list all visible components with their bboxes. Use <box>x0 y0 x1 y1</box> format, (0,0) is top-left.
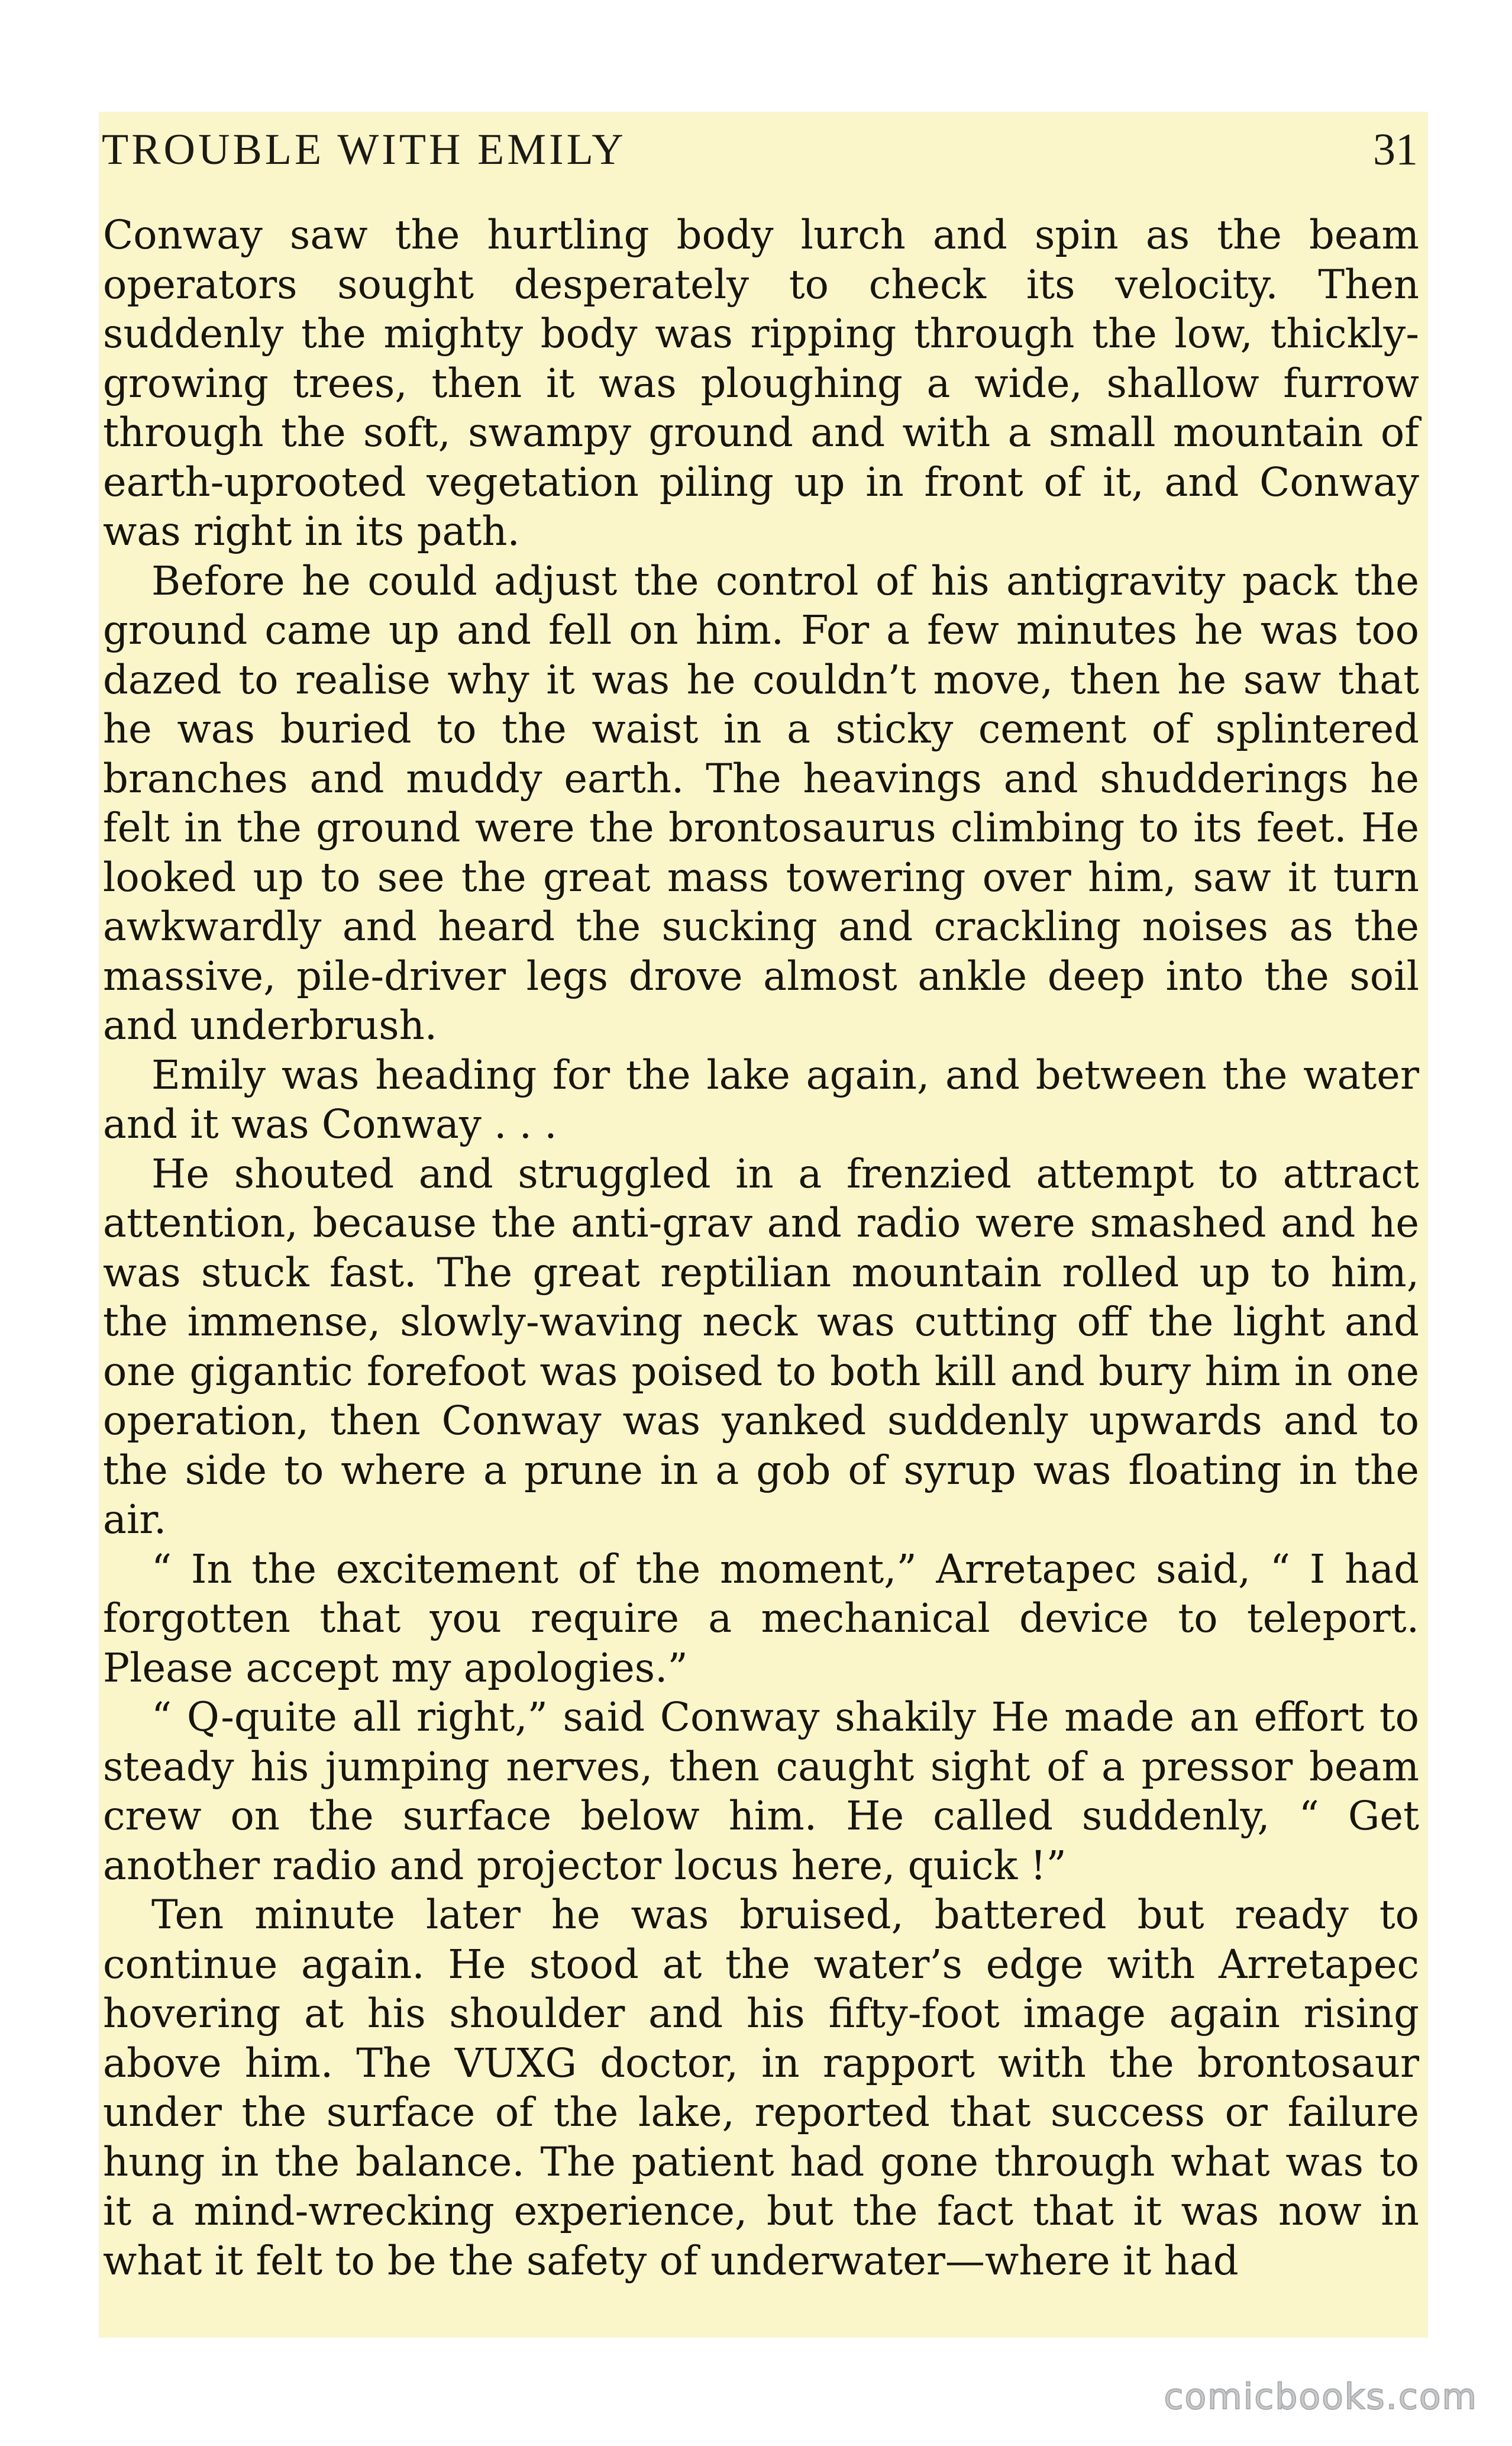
book-page <box>99 112 1427 2337</box>
page-header <box>99 117 1427 182</box>
paragraph: Ten minute later he was bruised, battered but ready to continue again. He stood at the water’s edge with Arretapec hovering at his shoulder and his fifty-foot image again rising above him. The VUXG doctor, in rapport with the brontosaur under the surface of the lake, reported that success or failure hung in the balance. The patient had gone through what was to it a mind-wrecking experience, but the fact that it was now in what it felt to be the safety of underwater—where it had <box>103 1892 1419 2284</box>
paragraph: He shouted and struggled in a frenzied attempt to attract attention, because the anti-grav and radio were smashed and he was stuck fast. The great reptilian mountain rolled up to him, the immense, slowly-waving neck was cutting off the light and one gigantic forefoot was poised to both kill and bury him in one operation, then Conway was yanked suddenly upwards and to the side to where a prune in a gob of syrup was floating in the air. <box>103 1150 1419 1543</box>
site-watermark: comicbooks.com <box>1164 2376 1478 2418</box>
page-number: 31 <box>1373 124 1418 175</box>
body-text <box>103 211 1419 2286</box>
paragraph: Emily was heading for the lake again, and between the water and it was Conway . . . <box>103 1051 1419 1147</box>
paragraph: “ In the excitement of the moment,” Arretapec said, “ I had forgotten that you require a mechanical device to teleport. Please accept my apologies.” <box>103 1545 1419 1691</box>
running-title: TROUBLE WITH EMILY <box>102 125 626 174</box>
paragraph: Conway saw the hurtling body lurch and spin as the beam operators sought desperately to check its velocity. Then suddenly the mighty body was ripping through the low, thickly-growing trees, then it was ploughing a wide, shallow furrow through the soft, swampy ground and with a small mountain of earth-uprooted vegetation piling up in front of it, and Conway was right in its path. <box>103 212 1419 554</box>
paragraph: “ Q-quite all right,” said Conway shakily He made an effort to steady his jumping nerves, then caught sight of a pressor beam crew on the surface below him. He called suddenly, “ Get another radio and projector locus here, quick !” <box>103 1694 1419 1889</box>
paragraph: Before he could adjust the control of his antigravity pack the ground came up and fell on him. For a few minutes he was too dazed to realise why it was he couldn’t move, then he saw that he was buried to the waist in a sticky cement of splintered branches and muddy earth. The heavings and shudderings he felt in the ground were the brontosaurus climbing to its feet. He looked up to see the great mass towering over him, saw it turn awkwardly and heard the sucking and crackling noises as the massive, pile-driver legs drove almost ankle deep into the soil and underbrush. <box>103 557 1419 1048</box>
